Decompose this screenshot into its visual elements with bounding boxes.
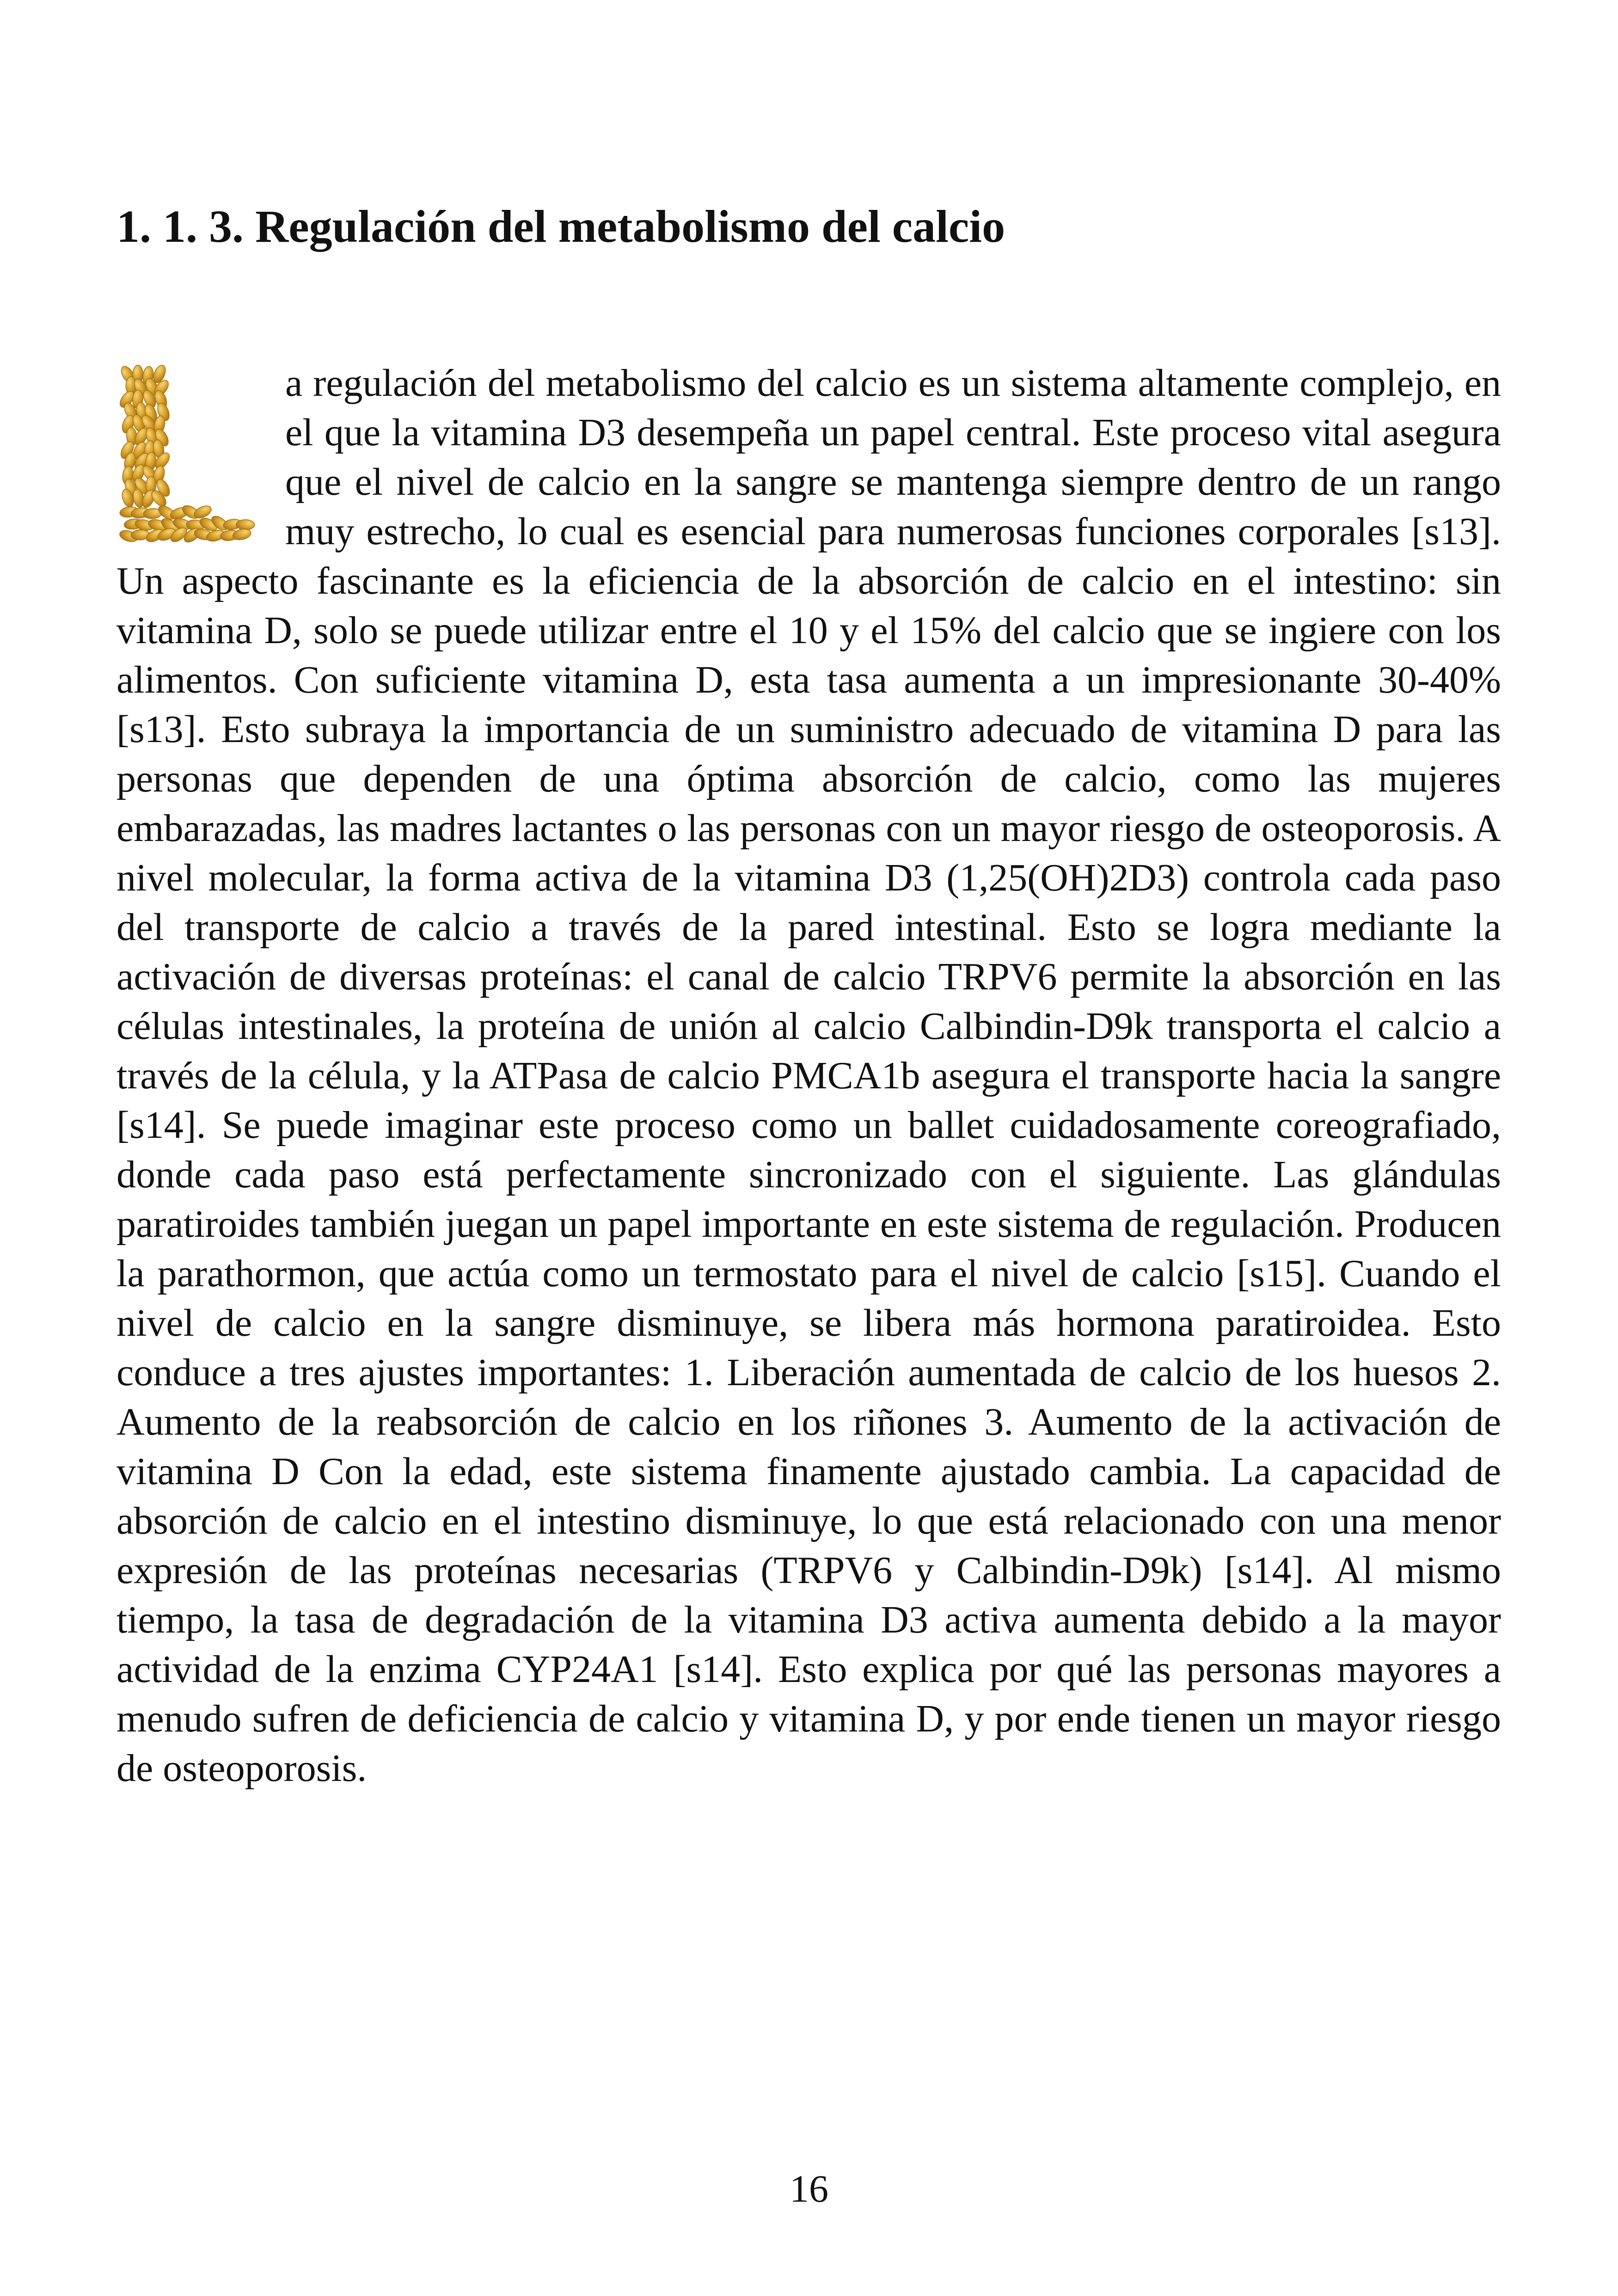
page-number: 16 <box>790 2167 828 2210</box>
dropcap-capsule-l-icon <box>116 358 276 556</box>
capsule-group <box>117 363 255 545</box>
capsule-pill <box>236 520 255 530</box>
body-paragraph <box>116 358 1501 1793</box>
capsule-pills-letter-l-icon <box>116 363 257 548</box>
body-text: a regulación del metabolismo del calcio es un sistema altamente complejo, en el que la vitamina D3 desempeña un papel central. Este proceso vital asegura que el nivel de calcio en la sangre se mantenga siempre dentro de un rango muy estrecho, lo cual es esencial para numerosas funciones corporales [s13]. Un aspecto fascinante es la eficiencia de la absorción de calcio en el intestino: sin vitamina D, solo se puede utilizar entre el 10 y el 15% del calcio que se ingiere con los alimentos. Con suficiente vitamina D, esta tasa aumenta a un impresionante 30-40% [s13]. Esto subraya la importancia de un suministro adecuado de vitamina D para las personas que dependen de una óptima absorción de calcio, como las mujeres embarazadas, las madres lactantes o las personas con un mayor riesgo de osteoporosis. A nivel molecular, la forma activa de la vitamina D3 (1,25(OH)2D3) controla cada paso del transporte de calcio a través de la pared intestinal. Esto se logra mediante la activación de diversas proteínas: el canal de calcio TRPV6 permite la absorción en las células intestinales, la proteína de unión al calcio Calbindin-D9k transporta el calcio a través de la célula, y la ATPasa de calcio PMCA1b asegura el transporte hacia la sangre [s14]. Se puede imaginar este proceso como un ballet cuidadosamente coreografiado, donde cada paso está perfectamente sincronizado con el siguiente. Las glándulas paratiroides también juegan un papel importante en este sistema de regulación. Producen la parathormon, que actúa como un termostato para el nivel de calcio [s15]. Cuando el nivel de calcio en la sangre disminuye, se libera más hormona paratiroidea. Esto conduce a tres ajustes importantes: 1. Liberación aumentada de calcio de los huesos 2. Aumento de la reabsorción de calcio en los riñones 3. Aumento de la activación de vitamina D Con la edad, este sistema finamente ajustado cambia. La capacidad de absorción de calcio en el intestino disminuye, lo que está relacionado con una menor expresión de las proteínas necesarias (TRPV6 y Calbindin-D9k) [s14]. Al mismo tiempo, la tasa de degradación de la vitamina D3 activa aumenta debido a la mayor actividad de la enzima CYP24A1 [s14]. Esto explica por qué las personas mayores a menudo sufren de deficiencia de calcio y vitamina D, y por ende tienen un mayor riesgo de osteoporosis. <box>116 362 1501 1790</box>
section-heading: 1. 1. 3. Regulación del metabolismo del calcio <box>116 201 1005 252</box>
